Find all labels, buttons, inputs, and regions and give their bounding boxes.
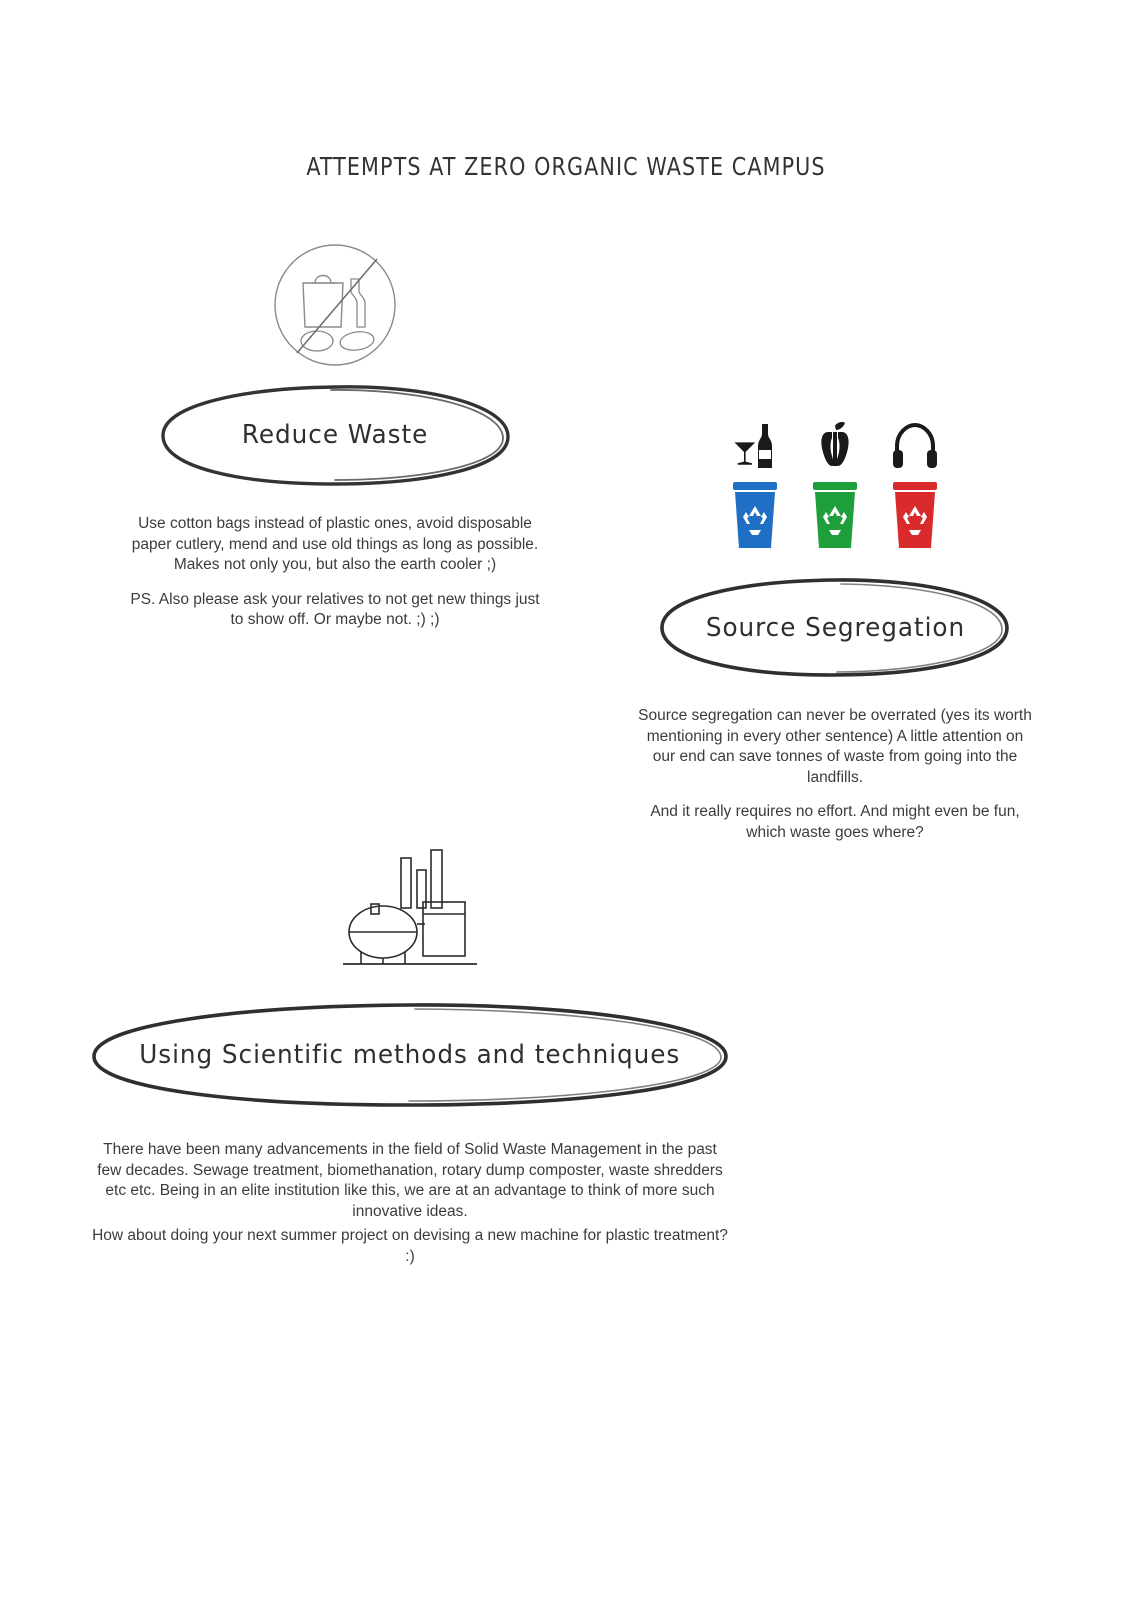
paragraph: Use cotton bags instead of plastic ones, avoid disposable paper cutlery, mend and use old things as long as possible. Makes not only you, but also the earth cooler ;): [131, 515, 539, 574]
paragraph: PS. Also please ask your relatives to not get new things just to show off. Or maybe not. ;) ;): [130, 590, 540, 629]
bin-column-ewaste: [885, 420, 945, 552]
paragraph: How about doing your next summer project on devising a new machine for plastic treatment? :): [92, 1227, 728, 1266]
bin-column-glass: [725, 420, 785, 552]
plastic-bag-no-icon-wrap: [100, 235, 570, 380]
section-reduce-waste: [100, 235, 570, 631]
blue-recycling-bin: [725, 480, 785, 552]
text-scientific-methods: [90, 1140, 730, 1268]
recycling-bins-icon: [725, 420, 945, 552]
red-recycling-bin: [885, 480, 945, 552]
bottle-glass-icon: [732, 420, 778, 472]
bin-column-organic: [805, 420, 865, 552]
treatment-plant-icon-wrap: [60, 840, 760, 1000]
recycling-bins-icon-wrap: [620, 420, 1050, 575]
heading-ellipse-reduce-waste: [155, 380, 515, 490]
heading-ellipse-source-segregation: [655, 575, 1015, 680]
heading-label: Reduce Waste: [241, 420, 429, 450]
treatment-plant-icon: [335, 840, 485, 980]
heading-label: Using Scientific methods and techniques: [139, 1040, 681, 1070]
heading-ellipse-scientific-methods: [85, 1000, 735, 1110]
apple-core-icon: [815, 420, 855, 472]
heading-label: Source Segregation: [705, 612, 965, 643]
paragraph: Source segregation can never be overrated (yes its worth mentioning in every other sentence) A little attention on our end can save tonnes of waste from going into the landfills.: [638, 707, 1032, 786]
section-scientific-methods: [60, 840, 760, 1268]
plastic-bag-no-icon: [265, 235, 405, 375]
text-reduce-waste: [125, 514, 545, 631]
text-source-segregation: [635, 706, 1035, 844]
paragraph: And it really requires no effort. And might even be fun, which waste goes where?: [650, 803, 1020, 842]
page-title: ATTEMPTS AT ZERO ORGANIC WASTE CAMPUS: [306, 152, 826, 181]
headphones-icon: [889, 420, 941, 472]
green-recycling-bin: [805, 480, 865, 552]
paragraph: There have been many advancements in the field of Solid Waste Management in the past few decades. Sewage treatment, biomethanation, rotary dump composter, waste shredders etc etc. Being in an elite institution like this, we are at an advantage to think of more such innovative ideas.: [97, 1141, 723, 1220]
section-source-segregation: [620, 420, 1050, 844]
